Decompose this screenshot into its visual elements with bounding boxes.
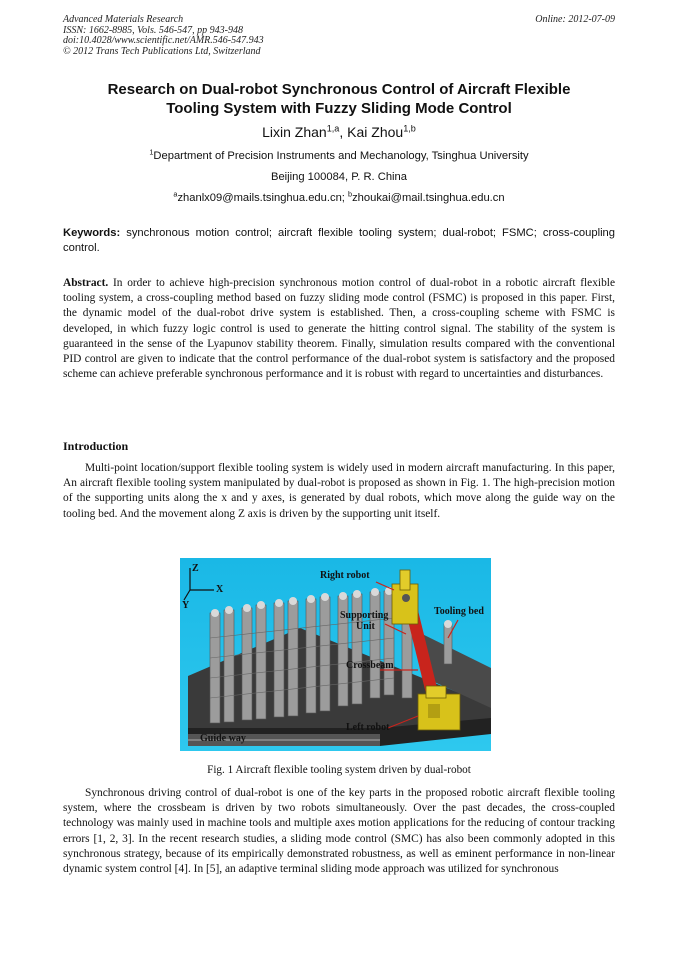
intro-paragraph-2: Synchronous driving control of dual-robot is one of the key parts in the proposed robotic aircraft flexible tooling system, where the crossbeam is driven by two robots simultaneously. Over the past decades, the cross-coupled technology was mainly used in machine tools and multiple axes motion applications for the reducing of contour tracking errors [1, 2, 3]. In the recent research studies, a sliding mode control (SMC) has also been commonly adopted in this synchronous strategy, because of its empirically demonstrated robustness, as well as eminent performance in non-linear dynamic system control [4]. In [5], an adaptive terminal sliding mode approach was utilized for synchronous [63, 787, 615, 876]
abstract-label: Abstract. [63, 277, 109, 289]
label-supporting-unit-1: Supporting [340, 610, 389, 621]
email-a[interactable]: zhanlx09@mails.tsinghua.edu.cn [177, 192, 342, 204]
keywords-text: synchronous motion control; aircraft flexible tooling system; dual-robot; FSMC; cross-coupling control. [63, 227, 615, 254]
title-line-1: Research on Dual-robot Synchronous Control of Aircraft Flexible [107, 81, 571, 98]
affiliation-text: Department of Precision Instruments and Mechanology, Tsinghua University [153, 150, 529, 162]
figure-1 [180, 558, 491, 751]
label-left-robot: Left robot [346, 722, 390, 733]
doi-line: doi:10.4028/www.scientific.net/AMR.546-547.943 [63, 35, 264, 46]
title-line-2: Tooling System with Fuzzy Sliding Mode Control [166, 100, 512, 117]
email-a-sup: a [173, 189, 178, 199]
paper-title [63, 80, 615, 118]
axis-label-x: X [216, 584, 224, 595]
emails [63, 189, 615, 204]
author-1: Lixin Zhan [262, 124, 327, 140]
keywords [63, 226, 615, 256]
affiliation-city: Beijing 100084, P. R. China [270, 171, 407, 183]
authors [63, 124, 615, 140]
issn-line: ISSN: 1662-8985, Vols. 546-547, pp 943-948 [63, 24, 243, 36]
affiliation-dept [63, 147, 615, 162]
affiliation-sup: 1 [149, 147, 154, 157]
abstract [63, 276, 615, 382]
section-heading-introduction: Introduction [63, 439, 129, 453]
label-guide-way: Guide way [200, 733, 246, 744]
copyright-line: © 2012 Trans Tech Publications Ltd, Switzerland [63, 45, 261, 57]
intro-paragraph-1: Multi-point location/support flexible tooling system is widely used in modern aircraft manufacturing. In this paper, An aircraft flexible tooling system manipulated by dual-robot is proposed as shown in Fig. 1. The high-precision motion of the supporting units along the x and y axes, is generated by dual robots, which move along the guide way on the tooling bed. And the movement along Z axis is driven by the supporting unit itself. [63, 462, 615, 520]
figure-1-illustration [180, 558, 491, 751]
email-b[interactable]: zhoukai@mail.tsinghua.edu.cn [352, 192, 505, 204]
author-2-sup: 1,b [403, 123, 416, 134]
journal-header [63, 15, 615, 57]
author-1-sup: 1,a [326, 123, 340, 134]
figure-1-caption: Fig. 1 Aircraft flexible tooling system driven by dual-robot [207, 764, 471, 776]
online-date: Online: 2012-07-09 [535, 14, 615, 25]
keywords-label: Keywords: [63, 227, 121, 239]
author-separator: , [339, 124, 348, 140]
axis-label-z: Z [192, 563, 199, 574]
email-b-sup: b [348, 189, 353, 199]
author-2: Kai Zhou [347, 124, 404, 140]
journal-name: Advanced Materials Research [63, 14, 184, 25]
label-right-robot: Right robot [320, 570, 370, 581]
label-crossbeam: Crossbeam [346, 660, 394, 671]
label-supporting-unit-2: Unit [356, 621, 375, 632]
label-tooling-bed: Tooling bed [434, 606, 484, 617]
abstract-text: In order to achieve high-precision synchronous motion control of dual-robot in a robotic aircraft flexible tooling system, a cross-coupling method based on fuzzy sliding mode control (FSMC) is proposed in this paper. First, the dynamic model of the dual-robot drive system is established. Then, a cross-coupling scheme with FSMC is developed, in which fuzzy logic control is used to generate the hitting control signal. The stability of the system is guaranteed in the sense of the Lyapunov stability theorem. Finally, simulation results compared with the conventional PID control are given to indicate that the control performance of the dual-robot system is satisfactory and the proposed scheme can achieve preferable synchronous performance and it is robust with regard to uncertainties and disturbances. [63, 277, 615, 381]
email-separator: ; [341, 192, 349, 204]
axis-label-y: Y [182, 600, 190, 611]
